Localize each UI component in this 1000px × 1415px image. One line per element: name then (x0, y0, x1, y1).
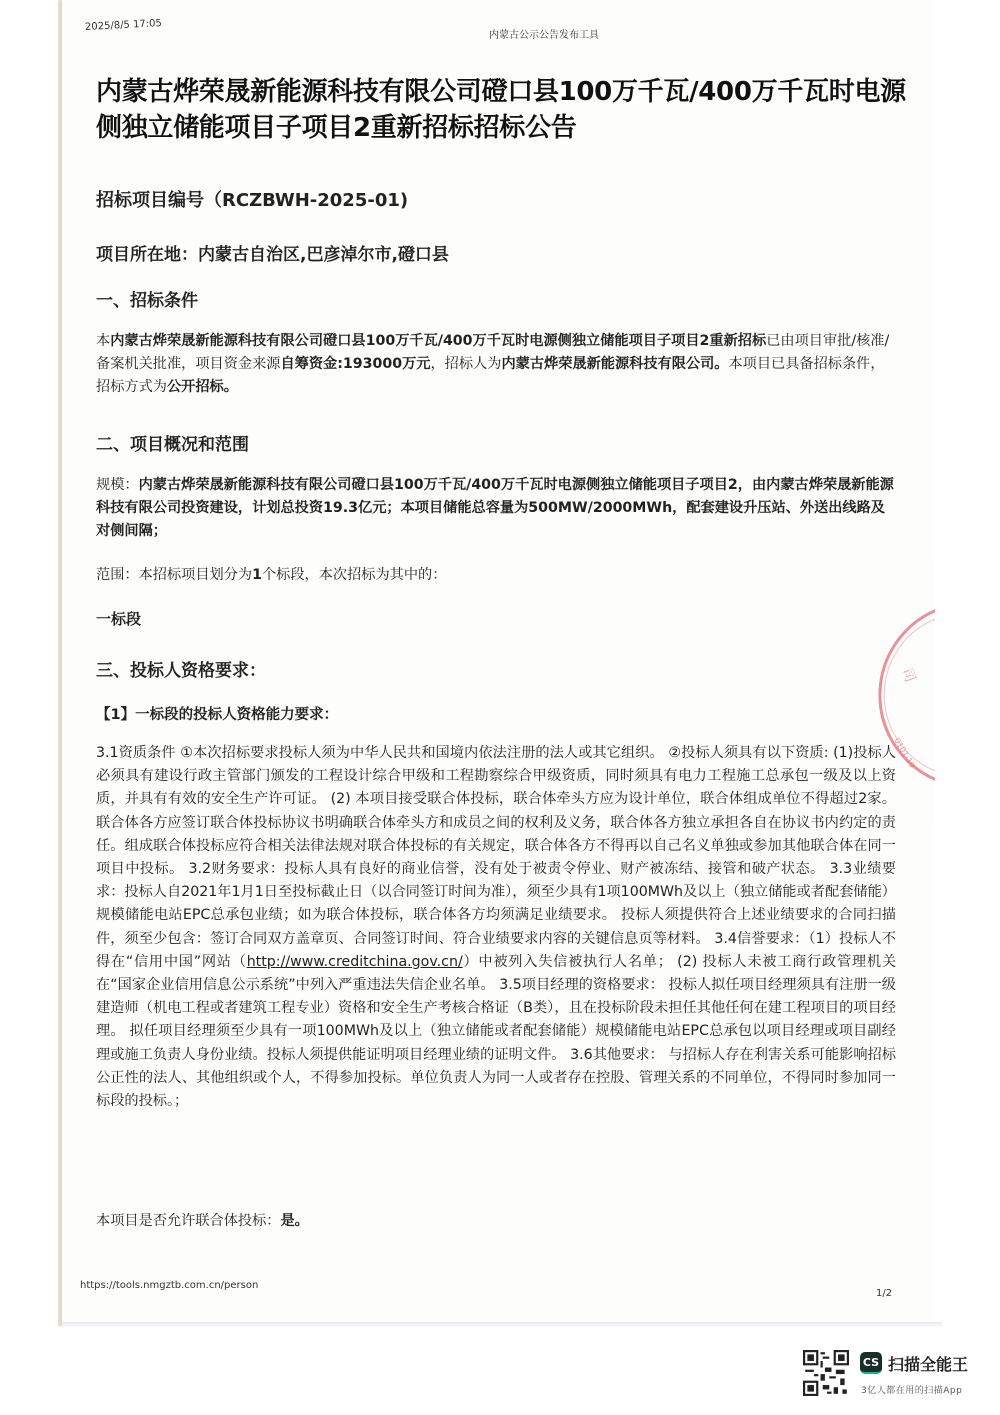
section-3-heading: 三、投标人资格要求： (96, 661, 266, 681)
consortium-value: 是。 (280, 1213, 309, 1229)
qr-code (803, 1350, 849, 1396)
creditchina-link[interactable]: http://www.creditchina.gov.cn/ (246, 953, 463, 970)
camscanner-app-name: 扫描全能王 (888, 1355, 969, 1374)
text: 范围：本招标项目划分为 (96, 567, 253, 583)
tenderer-bold: 内蒙古烨荣晟新能源科技有限公司。 (501, 356, 729, 373)
project-location: 项目所在地：内蒙古自治区,巴彦淖尔市,磴口县 (96, 245, 449, 265)
camscanner-logo-icon: CS (860, 1352, 882, 1374)
fund-source-bold: 自筹资金:193000万元 (280, 356, 431, 373)
section-1-heading: 一、招标条件 (96, 291, 198, 311)
print-tool-name: 内蒙古公示公告发布工具 (489, 30, 599, 41)
text: ，招标人为 (430, 356, 502, 373)
text: 本 (96, 333, 111, 349)
section-1-paragraph (96, 330, 898, 400)
project-number: 招标项目编号（RCZBWH-2025-01) (96, 190, 409, 211)
scale-text: 内蒙古烨荣晟新能源科技有限公司磴口县100万千瓦/400万千瓦时电源侧独立储能项目子项目2，由内蒙古烨荣晟新能源科技有限公司投资建设，计划总投资19.3亿元；本项目储能总容量为500MW/2000MWh，配套建设升压站、外送出线路及对侧间隔； (96, 477, 894, 540)
text: 本项目已具备招标条件，招标方式为 (96, 356, 885, 396)
text: 个标段，本次招标为其中的： (261, 567, 447, 583)
scale-label: 规模： (96, 477, 139, 493)
qualification-requirements (96, 742, 896, 1113)
page-title: 内蒙古烨荣晟新能源科技有限公司磴口县100万千瓦/400万千瓦时电源侧独立储能项目子项目2重新招标招标公告 (96, 77, 906, 143)
lot-count: 1 (252, 567, 262, 583)
consortium-allowed (96, 1210, 309, 1233)
requirements-text: ）中被列入失信被执行人名单； (2) 投标人未被工商行政管理机关在“国家企业信用信息公示系统”中列入严重违法失信企业名单。 3.5项目经理的资格要求： 投标人拟任项目经理须具有注册一级建造师（机电工程或者建筑工程专业）资格和安全生产考核合格证（B类），且在投标阶段未担任其他任何在建工程项目的项目经理。 拟任项目经理须至少具有一项100MWh及以上（独立储能或者配套储能）规模储能电站EPC总承包以项目经理或项目副经理或施工负责人身份业绩。投标人须提供能证明项目经理业绩的证明文件。 3.6其他要求： 与招标人存在利害关系可能影响招标公正性的法人、其他组织或个人，不得参加投标。单位负责人为同一人或者存在控股、管理关系的不同单位，不得同时参加同一标段的投标。； (96, 953, 897, 1110)
section-2-range (96, 564, 446, 587)
consortium-label: 本项目是否允许联合体投标： (96, 1213, 281, 1229)
print-timestamp: 2025/8/5 17:05 (84, 17, 163, 34)
section-2-scale (96, 474, 896, 544)
tender-method-bold: 公开招标。 (166, 379, 238, 396)
lot-name: 一标段 (96, 610, 142, 628)
background-mask (935, 560, 1000, 820)
page-number: 1/2 (876, 1288, 893, 1299)
footer-url: https://tools.nmgztb.com.cn/person (80, 1280, 259, 1291)
paper-bottom-edge (62, 1322, 942, 1328)
section-3-subheading: 【1】一标段的投标人资格能力要求： (96, 707, 339, 723)
section-2-heading: 二、项目概况和范围 (96, 435, 249, 455)
stamp-code: 0101·19 (892, 736, 917, 770)
project-name-bold: 内蒙古烨荣晟新能源科技有限公司磴口县100万千瓦/400万千瓦时电源侧独立储能项目子项目2重新招标 (110, 333, 767, 349)
stamp-char: 司 (898, 665, 919, 685)
requirements-text: 3.1资质条件 ①本次招标要求投标人须为中华人民共和国境内依法注册的法人或其它组织。 ②投标人须具有以下资质: (1)投标人必须具有建设行政主管部门颁发的工程设计综合甲级和工程勘察综合甲级资质，同时须具有电力工程施工总承包一级及以上资质，并具有有效的安全生产许可证。 (2) 本项目接受联合体投标，联合体牵头方应为设计单位，联合体组成单位不得超过2家。联合体各方应签订联合体投标协议书明确联合体牵头方和成员之间的权利及义务，联合体各方独立承担各自在协议书内约定的责任。组成联合体投标应符合相关法律法规对联合体投标的有关规定，联合体各方不得再以自己名义单独或参加其他联合体在同一项目中投标。 3.2财务要求：投标人具有良好的商业信誉，没有处于被责令停业、财产被冻结、接管和破产状态。 3.3业绩要求：投标人自2021年1月1日至投标截止日（以合同签订时间为准），须至少具有1项100MWh及以上（独立储能或者配套储能）规模储能电站EPC总承包业绩；如为联合体投标，联合体各方均须满足业绩要求。 投标人须提供符合上述业绩要求的合同扫描件，须至少包含：签订合同双方盖章页、合同签订时间、符合业绩要求内容的关键信息页等材料。 3.4信誉要求：（1）投标人不得在“信用中国”网站（ (96, 745, 896, 970)
camscanner-tagline: 3亿人都在用的扫描App (861, 1386, 963, 1396)
stamp-inner-ring (884, 618, 938, 772)
text: 已由项目审批/核准/备案机关批准，项目资金来源 (96, 333, 890, 373)
